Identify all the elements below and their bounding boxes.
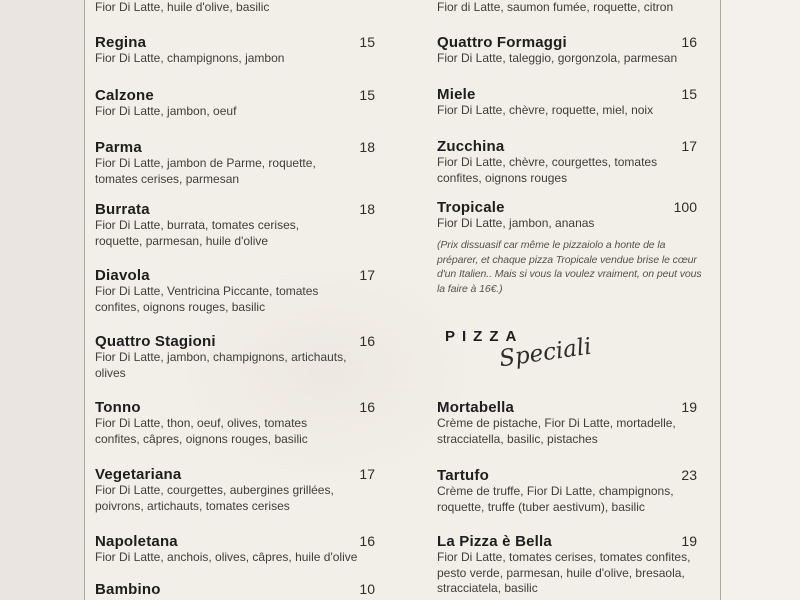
menu-item-miele [437,86,697,119]
item-name: Quattro Formaggi [437,34,567,51]
item-price: 16 [359,399,375,415]
menu-item-napoletana [95,533,375,566]
item-name: Mortabella [437,399,515,416]
item-description: Fior Di Latte, taleggio, gorgonzola, parmesan [437,51,678,65]
item-name: Zucchina [437,138,505,155]
item-name: Diavola [95,267,150,284]
item-name: Burrata [95,201,150,218]
item-price: 18 [359,139,375,155]
item-price: 15 [359,34,375,50]
item-name: La Pizza è Bella [437,533,552,550]
item-name: Calzone [95,87,154,104]
item-description: Fior Di Latte, chèvre, courgettes, tomates confites, oignons rouges [437,155,658,185]
item-description: Fior di Latte, saumon fumée, roquette, citron [437,0,674,14]
item-description: Fior Di Latte, chèvre, roquette, miel, noix [437,103,654,117]
menu-item-bambino [95,581,375,598]
item-description: Fior Di Latte, burrata, tomates cerises, roquette, parmesan, huile d'olive [95,218,300,248]
menu-item-vegetariana [95,466,375,514]
item-price: 18 [359,201,375,217]
menu-item-quattro-formaggi [437,34,697,67]
left-page-rule [84,0,85,600]
item-price: 100 [673,199,697,215]
item-price: 17 [359,267,375,283]
item-name: Tropicale [437,199,505,216]
item-price: 19 [681,533,697,549]
item-description: Fior Di Latte, jambon, oeuf [95,104,237,118]
right-page-rule [720,0,721,600]
item-description: Fior Di Latte, champignons, jambon [95,51,285,65]
item-name: Parma [95,139,142,156]
menu-item-tropicale [437,199,697,232]
item-price: 16 [359,333,375,349]
item-description: Fior Di Latte, jambon, champignons, artichauts, olives [95,350,347,380]
item-price: 17 [359,466,375,482]
item-name: Vegetariana [95,466,182,483]
section-title-pizza: PIZZA [445,328,524,345]
item-description: Fior Di Latte, jambon de Parme, roquette, tomates cerises, parmesan [95,156,316,186]
section-subtitle-speciali: Speciali [497,333,594,373]
menu-item-tonno [95,399,375,447]
item-price: 23 [681,467,697,483]
item-price: 15 [681,86,697,102]
menu-column-left [95,0,375,600]
item-description: Crème de truffe, Fior Di Latte, champignons, roquette, truffe (tuber aestivum), basilic [437,484,674,514]
item-description: Fior Di Latte, courgettes, aubergines grillées, poivrons, artichauts, tomates cerises [95,483,334,513]
item-price: 16 [681,34,697,50]
item-name: Regina [95,34,147,51]
item-price: 19 [681,399,697,415]
item-description: Fior Di Latte, huile d'olive, basilic [95,0,270,14]
menu-item-mortabella [437,399,697,447]
right-paper-margin [721,0,800,600]
menu-column-right [437,0,702,600]
item-description: Fior Di Latte, jambon, ananas [437,216,595,230]
menu-item-la-pizza-e-bella [437,533,697,597]
item-name: Tartufo [437,467,489,484]
item-price: 16 [359,533,375,549]
menu-item-zucchina [437,138,697,186]
menu-item-burrata [95,201,375,249]
item-name: Napoletana [95,533,178,550]
item-price: 15 [359,87,375,103]
menu-item-parma [95,139,375,187]
item-price: 10 [359,581,375,597]
menu-item-calzone [95,87,375,120]
item-description: Fior Di Latte, anchois, olives, câpres, huile d'olive [95,550,358,564]
menu-item-quattro-stagioni [95,333,375,381]
tropicale-joke-note: (Prix dissuasif car même le pizzaiolo a honte de la préparer, et chaque pizza Tropicale vendue brise le cœur d'un Italien.. Mais si vous la voulez vraiment, on peut vous la faire à 16€.) [437,239,702,295]
item-description: Fior Di Latte, tomates cerises, tomates confites, pesto verde, parmesan, huile d'olive, bresaola, stracciatela, basilic [437,550,691,595]
item-name: Miele [437,86,476,103]
item-name: Tonno [95,399,141,416]
menu-item-diavola [95,267,375,315]
menu-item-tartufo [437,467,697,515]
item-name: Quattro Stagioni [95,333,216,350]
item-name: Bambino [95,581,161,598]
item-price: 17 [681,138,697,154]
menu-item-regina [95,34,375,67]
item-description: Fior Di Latte, thon, oeuf, olives, tomates confites, câpres, oignons rouges, basilic [95,416,308,446]
item-description: Fior Di Latte, Ventricina Piccante, tomates confites, oignons rouges, basilic [95,284,319,314]
item-description: Crème de pistache, Fior Di Latte, mortadelle, stracciatella, basilic, pistaches [437,416,676,446]
